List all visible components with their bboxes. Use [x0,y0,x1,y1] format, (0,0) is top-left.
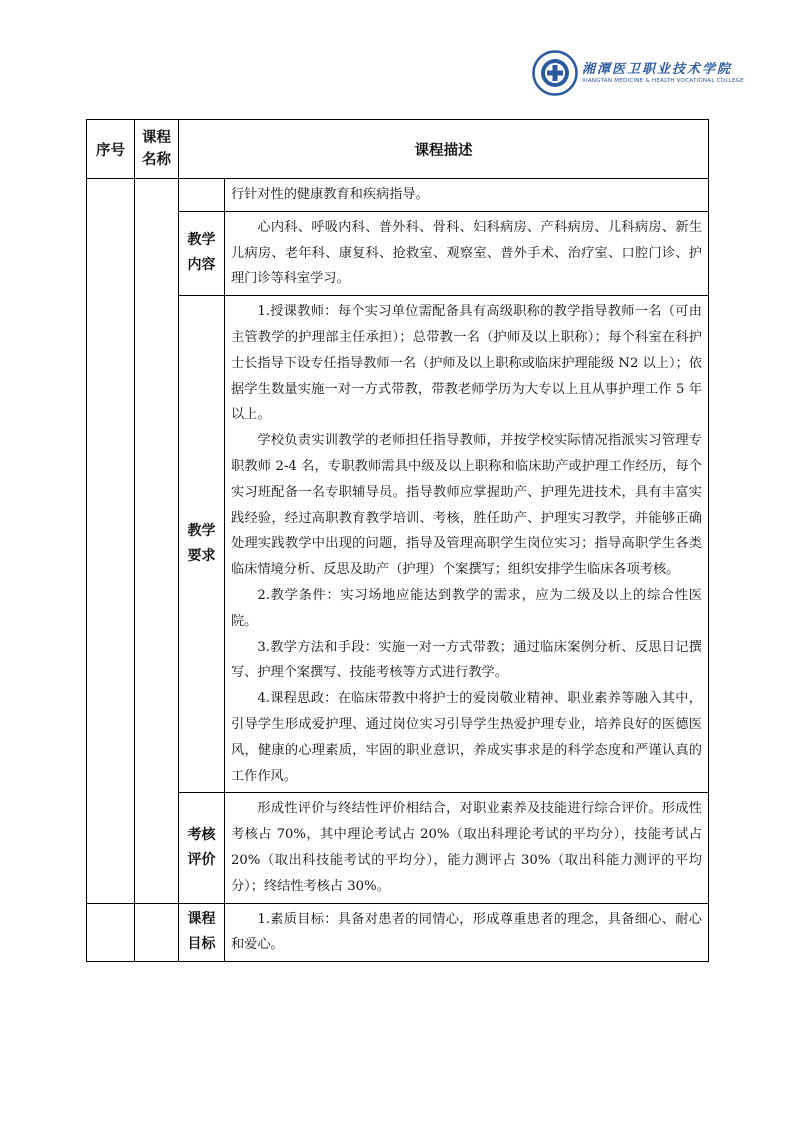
continued-text-cell [225,179,709,212]
assessment-text: 形成性评价与终结性评价相结合，对职业素养及技能进行综合评价。形成性考核占 70%，其中理论考试占 20%（取出科理论考试的平均分），技能考试占 20%（取出科技能考试的平均分），能力测评占 30%（取出科能力测评的平均分）；终结性考核占 30%。 [231,801,702,894]
school-logo [530,48,770,104]
continued-text: 行针对性的健康教育和疾病指导。 [231,187,429,202]
index-cell [87,179,135,904]
objectives-text: 1.素质目标：具备对患者的同情心，形成尊重患者的理念，具备细心、耐心和爱心。 [231,911,702,953]
requirements-p4: 3.教学方法和手段：实施一对一方式带教；通过临床案例分析、反思日记撰写、护理个案撰写、技能考核等方式进行教学。 [231,639,702,681]
col-header-name-line1: 课程 [142,129,171,146]
objectives-text-cell [225,903,709,962]
col-header-desc: 课程描述 [179,120,709,179]
objectives-row [87,903,709,962]
requirements-p1: 1.授课教师：每个实习单位需配备具有高级职称的教学指导教师一名（可由主管教学的护理部主任承担）；总带教一名（护师及以上职称）；每个科室在科护士长指导下设专任指导教师一名（护师及以上职称或临床护理能级 N2 以上）；依据学生数量实施一对一方式带教，带教老师学历为大专以上且从事护理工作 5 年以上。 [231,304,702,423]
requirements-p5: 4.课程思政：在临床带教中将护士的爱岗敬业精神、职业素养等融入其中，引导学生形成爱护理、通过岗位实习引导学生热爱护理专业，培养良好的医德医风，健康的心理素质，牢固的职业意识，养成实事求是的科学态度和严谨认真的工作作风。 [231,691,702,784]
requirements-text-cell [225,296,709,793]
assessment-label [179,793,225,903]
requirements-p3: 2.教学条件：实习场地应能达到教学的需求，应为二级及以上的综合性医院。 [231,587,702,629]
requirements-label-line1: 教学 [187,523,216,540]
content-label-line1: 教学 [187,232,216,249]
assessment-label-line2: 评价 [187,851,216,868]
header-row [87,120,709,179]
objectives-index-cell [87,903,135,962]
school-name: 湘潭医卫职业技术学院 [582,62,733,77]
requirements-label-line2: 要求 [187,548,216,565]
requirements-label [179,296,225,793]
objectives-label [179,903,225,962]
continued-label-cell [179,179,225,212]
school-emblem-icon [532,50,578,96]
col-header-index: 序号 [87,120,135,179]
assessment-label-line1: 考核 [187,826,216,843]
content-text: 心内科、呼吸内科、普外科、骨科、妇科病房、产科病房、儿科病房、新生儿病房、老年科、康复科、抢救室、观察室、普外手术、治疗室、口腔门诊、护理门诊等科室学习。 [231,219,702,287]
school-name-en: XIANGTAN MEDICINE & HEALTH VOCATIONAL COLLEGE [582,78,744,84]
requirements-p2: 学校负责实训教学的老师担任指导教师，并按学校实际情况指派实习管理专职教师 2-4 名，专职教师需具中级及以上职称和临床助产或护理工作经历，每个实习班配备一名专职辅导员。指导教师应掌握助产、护理先进技术，具有丰富实践经验，经过高职教育教学培训、考核，胜任助产、护理实习教学，并能够正确处理实践教学中出现的问题，指导及管理高职学生岗位实习；指导高职学生各类临床情境分析、反思及助产（护理）个案撰写；组织安排学生临床各项考核。 [231,433,702,578]
assessment-row [87,793,709,903]
content-row [87,211,709,295]
content-text-cell [225,211,709,295]
objectives-label-line1: 课程 [187,911,216,928]
course-table [86,119,709,962]
assessment-text-cell [225,793,709,903]
content-label [179,211,225,295]
col-header-name-line2: 名称 [142,151,171,168]
requirements-row [87,296,709,793]
content-label-line2: 内容 [187,257,216,274]
objectives-label-line2: 目标 [187,936,216,953]
name-cell [135,179,179,904]
continued-row [87,179,709,212]
objectives-name-cell [135,903,179,962]
col-header-name [135,120,179,179]
